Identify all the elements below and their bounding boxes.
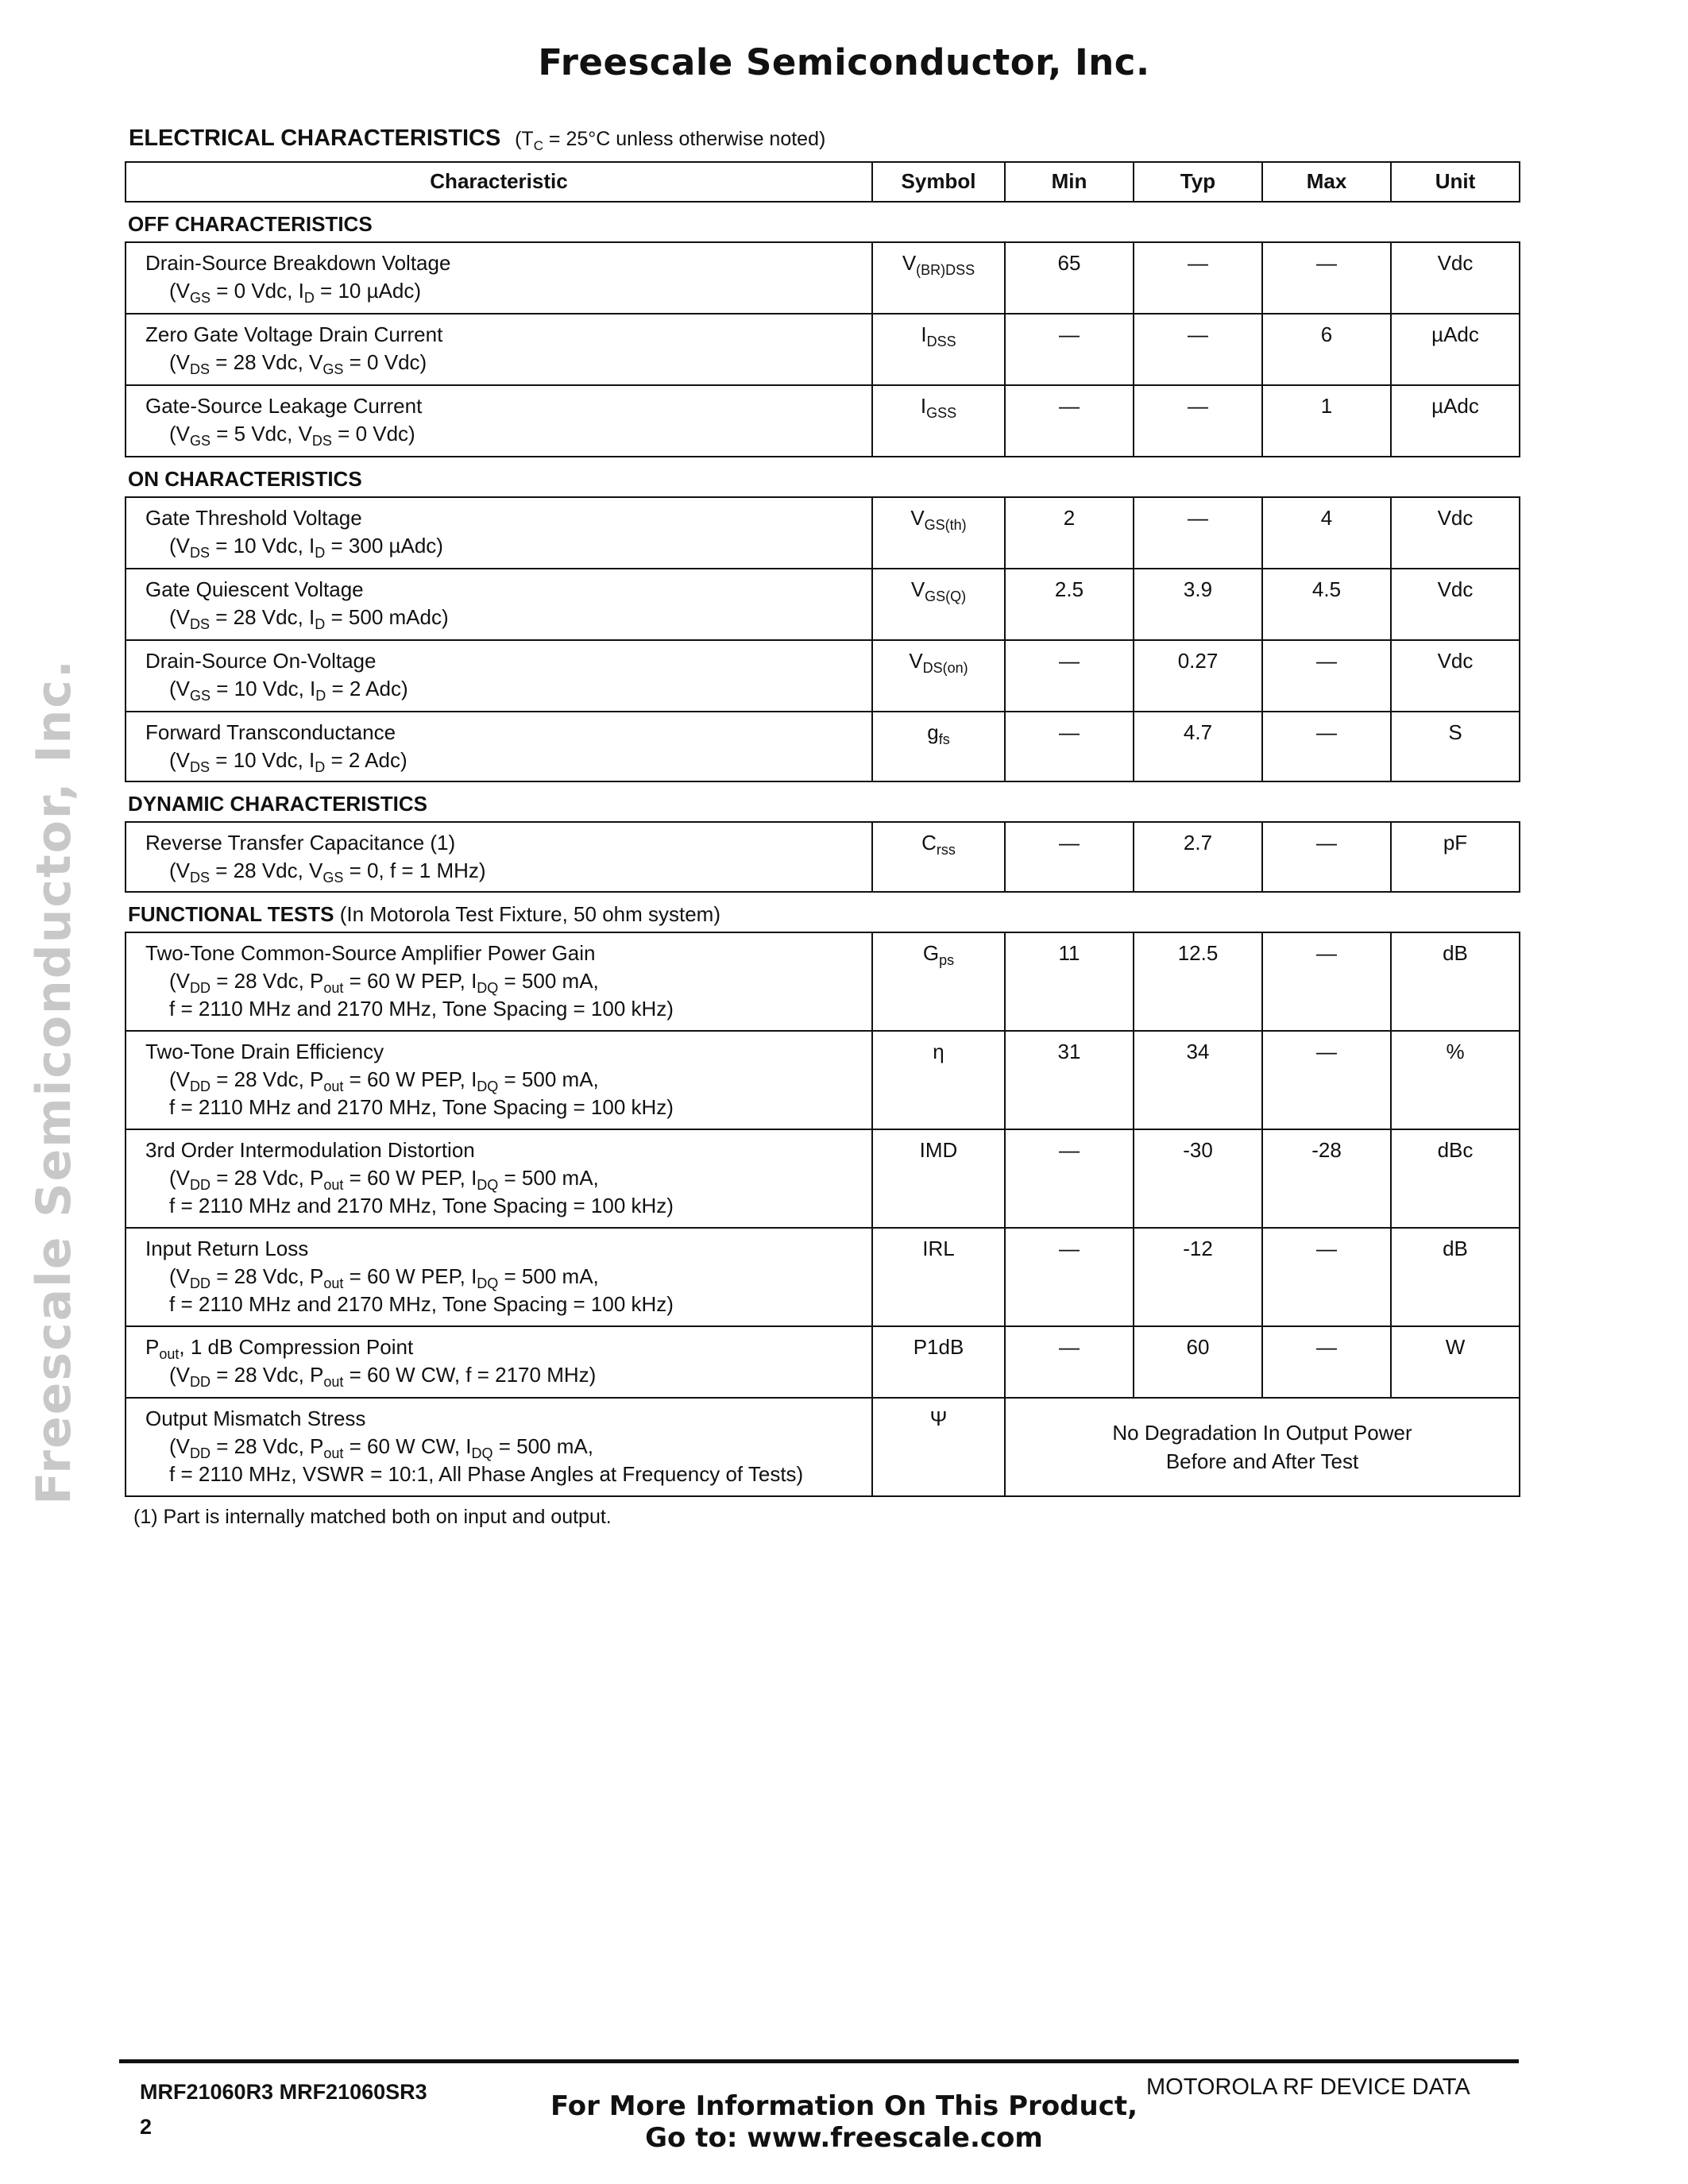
footer-url-line[interactable]: Go to: www.freescale.com <box>645 2122 1043 2154</box>
symbol-cell: $I_{GSS}$ <box>871 386 1004 457</box>
footer-info-line: For More Information On This Product, <box>550 2090 1138 2122</box>
typ-cell: 0.27 <box>1133 641 1261 712</box>
unit-cell: dB <box>1390 933 1520 1032</box>
min-cell: — <box>1004 823 1133 893</box>
page-title: Freescale Semiconductor, Inc. <box>538 41 1150 83</box>
header-characteristic: Characteristic <box>125 161 871 203</box>
min-cell: 2 <box>1004 498 1133 569</box>
min-cell: — <box>1004 712 1133 782</box>
page-number: 2 <box>140 2115 153 2139</box>
unit-cell: Vdc <box>1390 569 1520 641</box>
section-dynamic: DYNAMIC CHARACTERISTICS <box>125 782 1520 823</box>
table-row: Gate Threshold Voltage ($V_{DS} = 10$ Vdc, $I_D = 300$ µAdc) <box>125 498 871 569</box>
table-row: $P_{out}$, 1 dB Compression Point ($V_{DD} = 28$ Vdc, $P_{out} = 60$ W CW, f = 2170 MHz) <box>125 1327 871 1399</box>
min-cell: — <box>1004 1327 1133 1399</box>
symbol-cell: $G_{ps}$ <box>871 933 1004 1032</box>
unit-cell: W <box>1390 1327 1520 1399</box>
side-watermark: Freescale Semiconductor, Inc. <box>26 658 82 1505</box>
symbol-cell: IRL <box>871 1229 1004 1327</box>
footer-divider <box>119 2059 1519 2063</box>
max-cell: 1 <box>1261 386 1390 457</box>
electrical-characteristics-table <box>125 161 1520 1497</box>
max-cell: — <box>1261 933 1390 1032</box>
unit-cell: µAdc <box>1390 386 1520 457</box>
header-unit: Unit <box>1390 161 1520 203</box>
max-cell: — <box>1261 1032 1390 1130</box>
max-cell: 4 <box>1261 498 1390 569</box>
unit-cell: Vdc <box>1390 243 1520 314</box>
unit-cell: Vdc <box>1390 498 1520 569</box>
table-row: Two-Tone Common-Source Amplifier Power Gain ($V_{DD} = 28$ Vdc, $P_{out} = 60$ W PEP, $I_{DQ} = 500$ mA, f = 2110 MHz and 2170 MHz, Tone Spacing = 100 kHz) <box>125 933 871 1032</box>
min-cell: — <box>1004 641 1133 712</box>
unit-cell: Vdc <box>1390 641 1520 712</box>
typ-cell: 12.5 <box>1133 933 1261 1032</box>
header-max: Max <box>1261 161 1390 203</box>
symbol-cell: $V_{GS(th)}$ <box>871 498 1004 569</box>
typ-cell: 3.9 <box>1133 569 1261 641</box>
table-row: Drain-Source Breakdown Voltage ($V_{GS} = 0$ Vdc, $I_D = 10$ µAdc) <box>125 243 871 314</box>
footnote: (1) Part is internally matched both on input and output. <box>133 1506 612 1528</box>
typ-cell: — <box>1133 314 1261 386</box>
result-line-2: Before and After Test <box>1165 1449 1359 1473</box>
section-off: OFF CHARACTERISTICS <box>125 203 1520 243</box>
result-line-1: No Degradation In Output Power <box>1112 1421 1412 1445</box>
max-cell: — <box>1261 712 1390 782</box>
header-min: Min <box>1004 161 1133 203</box>
unit-cell: S <box>1390 712 1520 782</box>
section-on: ON CHARACTERISTICS <box>125 457 1520 498</box>
max-cell: — <box>1261 823 1390 893</box>
caption-note: ($T_C = 25^\circ C$ unless otherwise noted) <box>515 128 826 153</box>
typ-cell: -12 <box>1133 1229 1261 1327</box>
min-cell: — <box>1004 1130 1133 1229</box>
typ-cell: -30 <box>1133 1130 1261 1229</box>
caption-title: ELECTRICAL CHARACTERISTICS <box>129 125 501 151</box>
table-row: Gate Quiescent Voltage ($V_{DS} = 28$ Vdc, $I_D = 500$ mAdc) <box>125 569 871 641</box>
min-cell: 65 <box>1004 243 1133 314</box>
unit-cell: dB <box>1390 1229 1520 1327</box>
table-row: Reverse Transfer Capacitance (1) ($V_{DS} = 28$ Vdc, $V_{GS} = 0$, f = 1 MHz) <box>125 823 871 893</box>
symbol-cell: $V_{GS(Q)}$ <box>871 569 1004 641</box>
min-cell: 2.5 <box>1004 569 1133 641</box>
table-row: Drain-Source On-Voltage ($V_{GS} = 10$ Vdc, $I_D = 2$ Adc) <box>125 641 871 712</box>
min-cell: — <box>1004 386 1133 457</box>
max-cell: 4.5 <box>1261 569 1390 641</box>
section-functional: FUNCTIONAL TESTS (In Motorola Test Fixture, 50 ohm system) <box>125 893 1520 933</box>
header-typ: Typ <box>1133 161 1261 203</box>
table-row: Gate-Source Leakage Current ($V_{GS} = 5$ Vdc, $V_{DS} = 0$ Vdc) <box>125 386 871 457</box>
typ-cell: — <box>1133 243 1261 314</box>
symbol-cell: $g_{fs}$ <box>871 712 1004 782</box>
unit-cell: % <box>1390 1032 1520 1130</box>
symbol-cell: $I_{DSS}$ <box>871 314 1004 386</box>
footer-center <box>0 2090 1688 2154</box>
section-caption <box>129 125 825 152</box>
max-cell: — <box>1261 641 1390 712</box>
symbol-cell: $V_{DS(on)}$ <box>871 641 1004 712</box>
header-symbol: Symbol <box>871 161 1004 203</box>
symbol-cell: $V_{(BR)DSS}$ <box>871 243 1004 314</box>
typ-cell: 2.7 <box>1133 823 1261 893</box>
footer-right-text: MOTOROLA RF DEVICE DATA <box>1146 2074 1470 2100</box>
max-cell: — <box>1261 1229 1390 1327</box>
symbol-cell: Ψ <box>871 1399 1004 1497</box>
max-cell: 6 <box>1261 314 1390 386</box>
table-row: Forward Transconductance ($V_{DS} = 10$ Vdc, $I_D = 2$ Adc) <box>125 712 871 782</box>
table-row: Two-Tone Drain Efficiency ($V_{DD} = 28$ Vdc, $P_{out} = 60$ W PEP, $I_{DQ} = 500$ mA, f = 2110 MHz and 2170 MHz, Tone Spacing = 100 kHz) <box>125 1032 871 1130</box>
table-row: Input Return Loss ($V_{DD} = 28$ Vdc, $P_{out} = 60$ W PEP, $I_{DQ} = 500$ mA, f = 2110 MHz and 2170 MHz, Tone Spacing = 100 kHz) <box>125 1229 871 1327</box>
table-row: Zero Gate Voltage Drain Current ($V_{DS} = 28$ Vdc, $V_{GS} = 0$ Vdc) <box>125 314 871 386</box>
symbol-cell: $C_{rss}$ <box>871 823 1004 893</box>
table-row: Output Mismatch Stress ($V_{DD} = 28$ Vdc, $P_{out} = 60$ W CW, $I_{DQ} = 500$ mA, f = 2110 MHz, VSWR = 10:1, All Phase Angles at Frequency of Tests) <box>125 1399 871 1497</box>
typ-cell: 34 <box>1133 1032 1261 1130</box>
unit-cell: µAdc <box>1390 314 1520 386</box>
max-cell: -28 <box>1261 1130 1390 1229</box>
typ-cell: 4.7 <box>1133 712 1261 782</box>
unit-cell: pF <box>1390 823 1520 893</box>
max-cell: — <box>1261 1327 1390 1399</box>
part-numbers: MRF21060R3 MRF21060SR3 <box>140 2080 427 2104</box>
max-cell: — <box>1261 243 1390 314</box>
mismatch-result-cell <box>1004 1399 1520 1497</box>
symbol-cell: IMD <box>871 1130 1004 1229</box>
typ-cell: 60 <box>1133 1327 1261 1399</box>
symbol-cell: η <box>871 1032 1004 1130</box>
table-row: 3rd Order Intermodulation Distortion ($V_{DD} = 28$ Vdc, $P_{out} = 60$ W PEP, $I_{DQ} = 500$ mA, f = 2110 MHz and 2170 MHz, Tone Spacing = 100 kHz) <box>125 1130 871 1229</box>
min-cell: — <box>1004 1229 1133 1327</box>
min-cell: 11 <box>1004 933 1133 1032</box>
symbol-cell: P1dB <box>871 1327 1004 1399</box>
min-cell: 31 <box>1004 1032 1133 1130</box>
unit-cell: dBc <box>1390 1130 1520 1229</box>
typ-cell: — <box>1133 498 1261 569</box>
min-cell: — <box>1004 314 1133 386</box>
typ-cell: — <box>1133 386 1261 457</box>
